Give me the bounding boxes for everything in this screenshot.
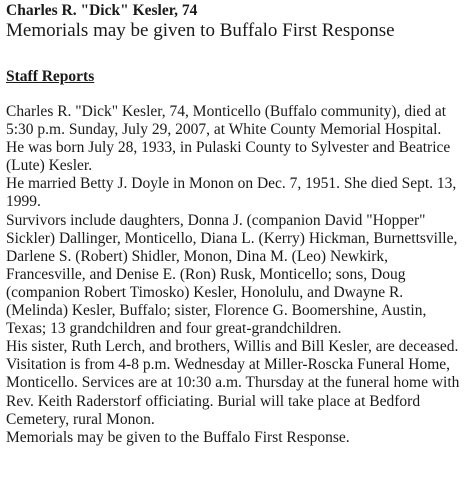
- body-paragraph-memorials: Memorials may be given to the Buffalo First Response.: [6, 428, 350, 446]
- body-paragraph-marriage: He married Betty J. Doyle in Monon on Dec. 7, 1951. She died Sept. 13, 1999.: [6, 175, 457, 211]
- article-subhead: Memorials may be given to Buffalo First Response: [6, 20, 395, 41]
- obituary-article: [6, 0, 466, 447]
- body-paragraph-birth: He was born July 28, 1933, in Pulaski County to Sylvester and Beatrice (Lute) Kesler.: [6, 139, 451, 175]
- body-paragraph-services: Visitation is from 4-8 p.m. Wednesday at Miller-Roscka Funeral Home, Monticello. Services are at 10:30 a.m. Thursday at the funeral home with Rev. Keith Raderstorf officiating. Burial will take place at Bedford Cemetery, rural Monon.: [6, 356, 460, 428]
- article-headline: Charles R. "Dick" Kesler, 74: [6, 2, 198, 19]
- body-paragraph-deceased: His sister, Ruth Lerch, and brothers, Willis and Bill Kesler, are deceased.: [6, 338, 459, 356]
- article-byline: Staff Reports: [6, 68, 95, 85]
- body-paragraph-survivors: Survivors include daughters, Donna J. (companion David "Hopper" Sickler) Dallinger, Monticello, Diana L. (Kerry) Hickman, Burnettsville, Darlene S. (Robert) Shidler, Monon, Dina M. (Leo) Newkirk, Francesville, and Denise E. (Ron) Rusk, Monticello; sons, Doug (companion Robert Timosko) Kesler, Honolulu, and Dwayne R. (Melinda) Kesler, Buffalo; sister, Florence G. Boomershine, Austin, Texas; 13 grandchildren and four great-grandchildren.: [6, 211, 458, 338]
- body-paragraph-death: Charles R. "Dick" Kesler, 74, Monticello (Buffalo community), died at 5:30 p.m. Sunday, July 29, 2007, at White County Memorial Hospital.: [6, 103, 447, 139]
- article-body: [6, 103, 466, 447]
